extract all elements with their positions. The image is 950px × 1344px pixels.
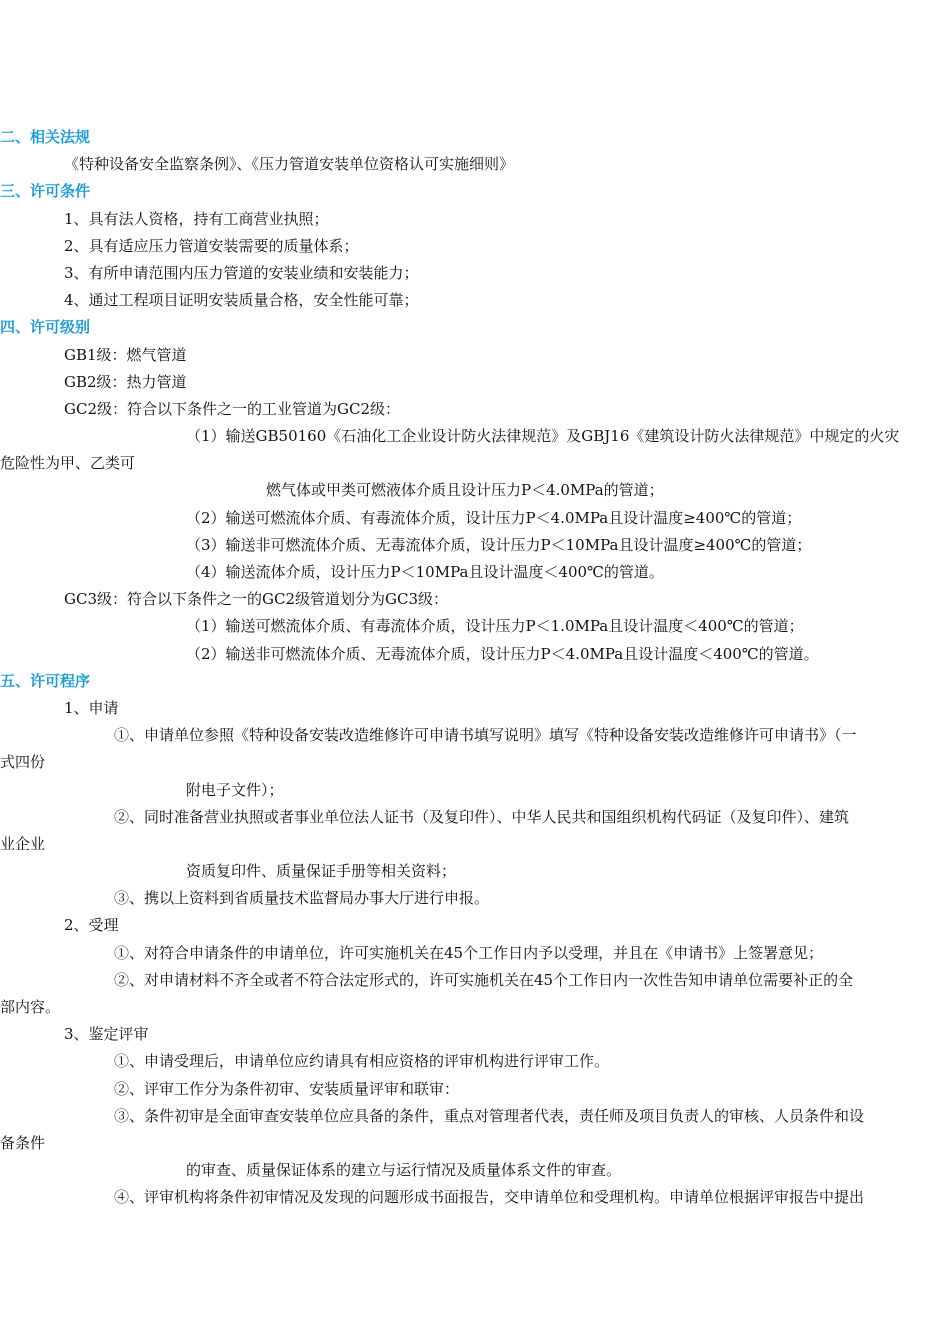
laws-text: 《特种设备安全监察条例》、《压力管道安装单位资格认可实施细则》 bbox=[64, 155, 515, 174]
step-review: 3、鉴定评审 bbox=[64, 1025, 149, 1044]
step-apply: 1、申请 bbox=[64, 698, 119, 717]
gc3-condition-1: （1）输送可燃流体介质、有毒流体介质，设计压力P＜1.0MPa且设计温度＜400℃的管道； bbox=[186, 617, 804, 636]
level-gc3: GC3级：符合以下条件之一的GC2级管道划分为GC3级： bbox=[64, 590, 449, 609]
apply-item-1-wrap: 式四份 bbox=[0, 753, 46, 772]
condition-item-2: 2、具有适应压力管道安装需要的质量体系； bbox=[64, 236, 359, 255]
review-item-3-cont: 的审查、质量保证体系的建立与运行情况及质量体系文件的审查。 bbox=[186, 1161, 622, 1180]
review-item-3: ③、条件初审是全面审查安装单位应具备的条件，重点对管理者代表，责任师及项目负责人的审核、人员条件和设 bbox=[114, 1106, 865, 1125]
apply-item-2-wrap: 业企业 bbox=[0, 834, 46, 853]
apply-item-1-cont: 附电子文件）； bbox=[186, 780, 284, 799]
accept-item-1: ①、对符合申请条件的申请单位，许可实施机关在45个工作日内予以受理，并且在《申请书》上签署意见； bbox=[114, 943, 824, 962]
heading-levels: 四、许可级别 bbox=[0, 318, 91, 337]
heading-conditions: 三、许可条件 bbox=[0, 182, 91, 201]
gc2-condition-1: （1）输送GB50160《石油化工企业设计防火法律规范》及GBJ16《建筑设计防火法律规范》中规定的火灾 bbox=[186, 427, 900, 446]
gc2-condition-2: （2）输送可燃流体介质、有毒流体介质，设计压力P＜4.0MPa且设计温度≥400℃的管道； bbox=[186, 508, 802, 527]
gc2-condition-1-cont: 燃气体或甲类可燃液体介质且设计压力P＜4.0MPa的管道； bbox=[266, 481, 664, 500]
review-item-3-wrap: 备条件 bbox=[0, 1133, 46, 1152]
gc2-condition-1-wrap: 危险性为甲、乙类可 bbox=[0, 454, 136, 473]
level-gb1: GB1级：燃气管道 bbox=[64, 345, 187, 364]
level-gb2: GB2级：热力管道 bbox=[64, 372, 187, 391]
level-gc2: GC2级：符合以下条件之一的工业管道为GC2级： bbox=[64, 399, 401, 418]
apply-item-1: ①、申请单位参照《特种设备安装改造维修许可申请书填写说明》填写《特种设备安装改造维修许可申请书》（一 bbox=[114, 726, 857, 745]
accept-item-2: ②、对申请材料不齐全或者不符合法定形式的，许可实施机关在45个工作日内一次性告知申请单位需要补正的全 bbox=[114, 970, 854, 989]
apply-item-2-cont: 资质复印件、质量保证手册等相关资料； bbox=[186, 862, 457, 881]
heading-procedure: 五、许可程序 bbox=[0, 671, 91, 690]
step-accept: 2、受理 bbox=[64, 916, 119, 935]
condition-item-3: 3、有所申请范围内压力管道的安装业绩和安装能力； bbox=[64, 263, 419, 282]
apply-item-3: ③、携以上资料到省质量技术监督局办事大厅进行申报。 bbox=[114, 889, 490, 908]
apply-item-2: ②、同时准备营业执照或者事业单位法人证书（及复印件）、中华人民共和国组织机构代码证（及复印件）、建筑 bbox=[114, 807, 850, 826]
gc2-condition-3: （3）输送非可燃流体介质、无毒流体介质，设计压力P＜10MPa且设计温度≥400℃的管道； bbox=[186, 535, 812, 554]
review-item-2: ②、评审工作分为条件初审、安装质量评审和联审： bbox=[114, 1079, 460, 1098]
accept-item-2-wrap: 部内容。 bbox=[0, 998, 61, 1016]
review-item-1: ①、申请受理后，申请单位应约请具有相应资格的评审机构进行评审工作。 bbox=[114, 1052, 610, 1071]
condition-item-1: 1、具有法人资格，持有工商营业执照； bbox=[64, 209, 329, 228]
review-item-4: ④、评审机构将条件初审情况及发现的问题形成书面报告，交申请单位和受理机构。申请单位根据评审报告中提出 bbox=[114, 1188, 865, 1207]
gc3-condition-2: （2）输送非可燃流体介质、无毒流体介质，设计压力P＜4.0MPa且设计温度＜400℃的管道。 bbox=[186, 644, 819, 663]
heading-laws: 二、相关法规 bbox=[0, 128, 91, 146]
condition-item-4: 4、通过工程项目证明安装质量合格，安全性能可靠； bbox=[64, 291, 419, 310]
gc2-condition-4: （4）输送流体介质，设计压力P＜10MPa且设计温度＜400℃的管道。 bbox=[186, 563, 664, 581]
document-page bbox=[0, 124, 950, 1212]
